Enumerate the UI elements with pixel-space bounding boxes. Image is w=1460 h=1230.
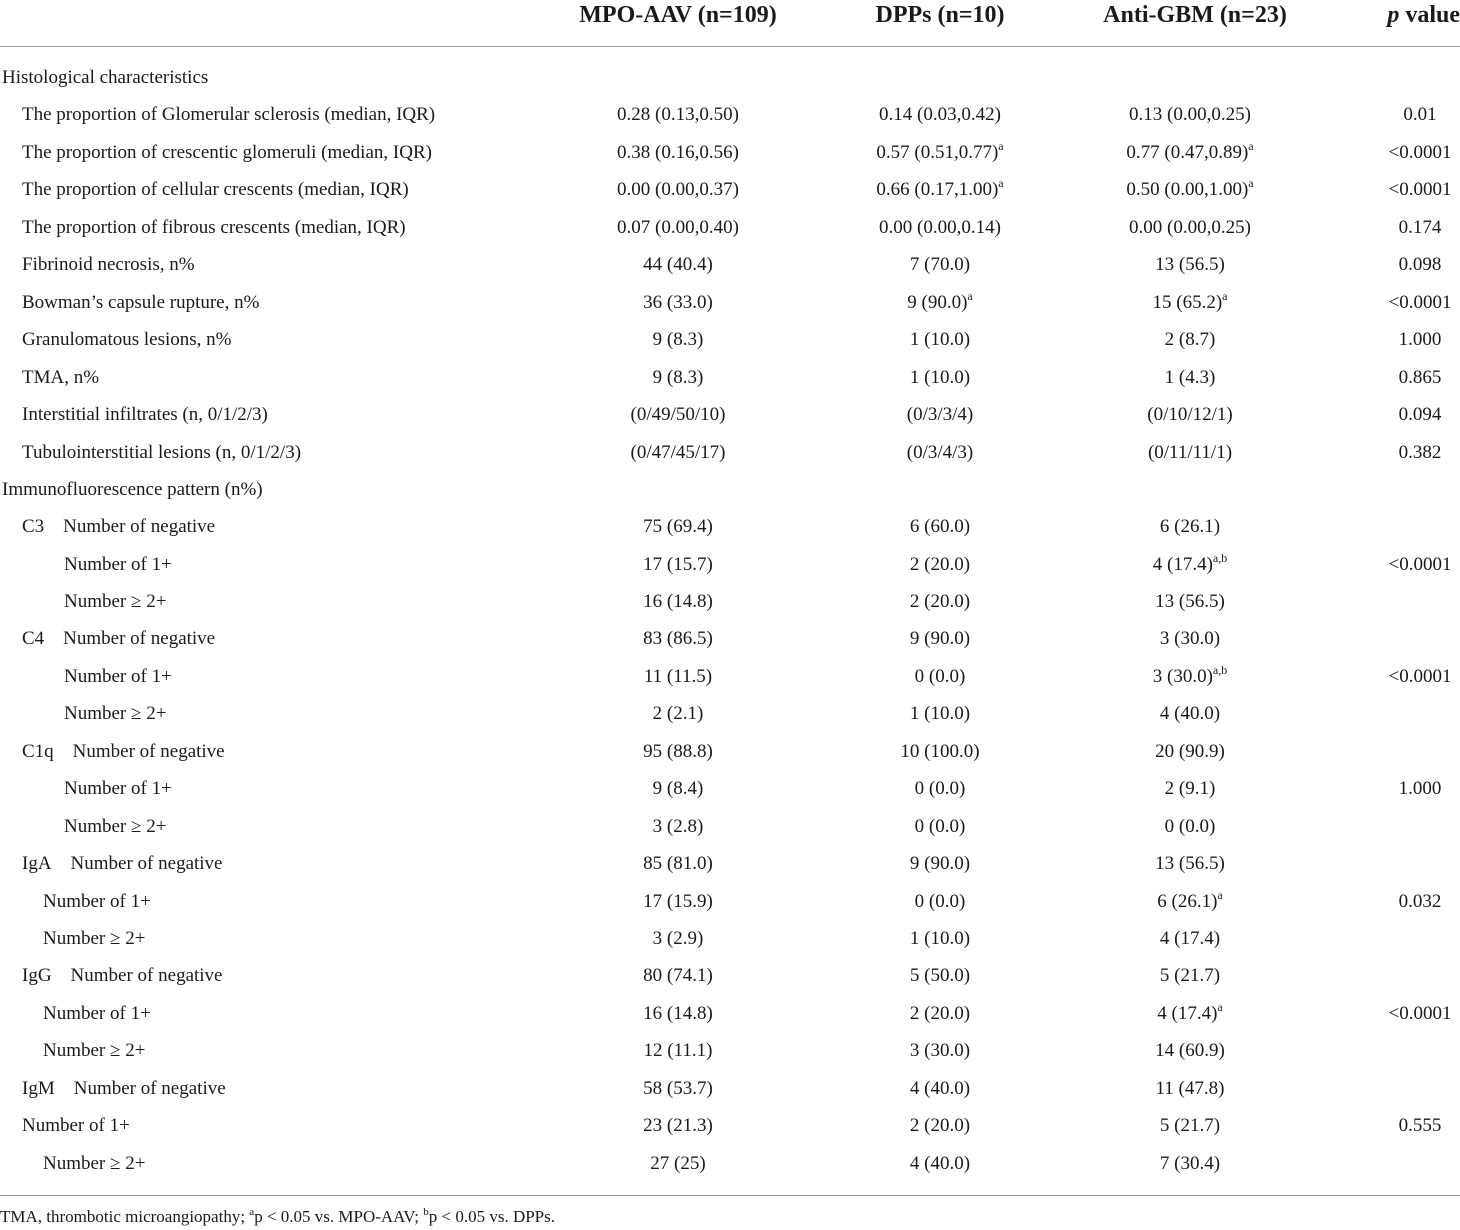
cell-dpps (840, 883, 1040, 920)
cell-anti-gbm-value: 2 (8.7) (1164, 329, 1216, 350)
cell-anti-gbm-value: 0.50 (0.00,1.00) (1126, 179, 1249, 200)
table-row (0, 134, 1460, 171)
cell-anti-gbm-value: 1 (4.3) (1164, 367, 1216, 388)
table-row (0, 209, 1460, 246)
table-row (0, 546, 1460, 583)
table-row (0, 246, 1460, 283)
bottom-rule (0, 1195, 1460, 1196)
cell-dpps-value: 10 (100.0) (900, 741, 980, 762)
cell-anti-gbm-value: 13 (56.5) (1155, 853, 1225, 874)
cell-dpps (840, 845, 1040, 882)
cell-anti-gbm (1090, 770, 1290, 807)
cell-anti-gbm (1090, 733, 1290, 770)
cell-anti-gbm-value: 7 (30.4) (1159, 1153, 1221, 1174)
cell-p-value: <0.0001 (1388, 1003, 1452, 1024)
cell-mpo-aav: 9 (8.4) (652, 778, 704, 799)
cell-anti-gbm-sup: a (1222, 289, 1228, 303)
cell-dpps (840, 1107, 1040, 1144)
cell-dpps-sup: a (998, 139, 1004, 153)
table-row (0, 957, 1460, 994)
table-row (0, 359, 1460, 396)
row-label: Bowman’s capsule rupture, n% (22, 292, 260, 313)
cell-anti-gbm-sup: a,b (1212, 663, 1228, 677)
row-label: C3 Number of negative (22, 516, 216, 537)
table-row (0, 583, 1460, 620)
table-row (0, 808, 1460, 845)
cell-dpps (840, 1070, 1040, 1107)
cell-anti-gbm-sup: a (1248, 139, 1254, 153)
cell-anti-gbm (1090, 1107, 1290, 1144)
cell-mpo-aav: 16 (14.8) (643, 1003, 713, 1024)
cell-mpo-aav: (0/47/45/17) (630, 442, 726, 463)
cell-anti-gbm (1090, 808, 1290, 845)
cell-mpo-aav: 23 (21.3) (643, 1115, 713, 1136)
cell-dpps (840, 770, 1040, 807)
cell-p-value: 0.098 (1398, 254, 1442, 275)
cell-p-value: 1.000 (1398, 778, 1442, 799)
table-row (0, 770, 1460, 807)
cell-anti-gbm-value: 0.13 (0.00,0.25) (1129, 104, 1251, 125)
row-label: Number of 1+ (64, 554, 172, 575)
cell-p-value: 0.094 (1398, 404, 1442, 425)
footnote-sup-a: a (249, 1206, 255, 1218)
cell-anti-gbm-value: 2 (9.1) (1164, 778, 1216, 799)
row-label: IgG Number of negative (22, 965, 223, 986)
cell-anti-gbm (1090, 920, 1290, 957)
cell-anti-gbm (1090, 546, 1290, 583)
cell-mpo-aav: 75 (69.4) (643, 516, 713, 537)
cell-anti-gbm (1090, 658, 1290, 695)
cell-dpps (840, 620, 1040, 657)
cell-dpps (840, 96, 1040, 133)
cell-p-value: 0.865 (1398, 367, 1442, 388)
cell-anti-gbm-value: 11 (47.8) (1155, 1078, 1225, 1099)
col-header-mpo-aav: MPO-AAV (n=109) (579, 2, 777, 28)
row-label: The proportion of cellular crescents (median, IQR) (22, 179, 409, 200)
cell-anti-gbm-value: 20 (90.9) (1155, 741, 1225, 762)
cell-dpps (840, 995, 1040, 1032)
row-label: C4 Number of negative (22, 628, 216, 649)
cell-anti-gbm (1090, 620, 1290, 657)
cell-anti-gbm-value: 0 (0.0) (1164, 816, 1216, 837)
footnote-part2: p < 0.05 vs. MPO-AAV; (254, 1207, 424, 1226)
cell-dpps-value: 1 (10.0) (909, 329, 971, 350)
cell-mpo-aav: 0.07 (0.00,0.40) (617, 217, 739, 238)
table-row (0, 434, 1460, 471)
cell-mpo-aav: 85 (81.0) (643, 853, 713, 874)
cell-anti-gbm-value: 4 (17.4) (1152, 554, 1213, 575)
cell-dpps (840, 284, 1040, 321)
cell-mpo-aav: 16 (14.8) (643, 591, 713, 612)
cell-dpps-value: 2 (20.0) (909, 554, 971, 575)
p-italic: p (1387, 2, 1400, 28)
table-row (0, 733, 1460, 770)
cell-dpps (840, 583, 1040, 620)
table-row (0, 396, 1460, 433)
section-title-histological: Histological characteristics (2, 67, 209, 88)
cell-anti-gbm (1090, 134, 1290, 171)
cell-mpo-aav: 80 (74.1) (643, 965, 713, 986)
cell-dpps-value: (0/3/4/3) (906, 442, 974, 463)
cell-dpps (840, 321, 1040, 358)
section-row-histological (0, 59, 1460, 96)
cell-p-value: <0.0001 (1388, 179, 1452, 200)
cell-dpps-value: 0 (0.0) (914, 666, 966, 687)
cell-dpps-value: 9 (90.0) (909, 853, 971, 874)
cell-anti-gbm (1090, 695, 1290, 732)
cell-dpps-value: 0.57 (0.51,0.77) (876, 142, 999, 163)
row-label: The proportion of Glomerular sclerosis (median, IQR) (22, 104, 436, 125)
cell-dpps (840, 1032, 1040, 1069)
cell-anti-gbm (1090, 246, 1290, 283)
cell-anti-gbm (1090, 209, 1290, 246)
row-label: Number ≥ 2+ (43, 1153, 146, 1174)
table-row (0, 171, 1460, 208)
row-label: Number of 1+ (43, 891, 151, 912)
table-header (0, 0, 1460, 47)
cell-dpps (840, 508, 1040, 545)
cell-mpo-aav: (0/49/50/10) (630, 404, 726, 425)
cell-dpps (840, 209, 1040, 246)
footnote (0, 1205, 555, 1229)
table-row (0, 658, 1460, 695)
row-label: C1q Number of negative (22, 741, 225, 762)
cell-p-value: <0.0001 (1388, 666, 1452, 687)
cell-anti-gbm-value: 15 (65.2) (1152, 292, 1223, 313)
row-label: Granulomatous lesions, n% (22, 329, 232, 350)
cell-anti-gbm (1090, 284, 1290, 321)
cell-dpps (840, 359, 1040, 396)
cell-dpps-value: 5 (50.0) (909, 965, 971, 986)
cell-mpo-aav: 27 (25) (650, 1153, 706, 1174)
row-label: Number ≥ 2+ (64, 703, 167, 724)
cell-dpps (840, 695, 1040, 732)
cell-p-value: <0.0001 (1388, 142, 1452, 163)
row-label: Number of 1+ (64, 778, 172, 799)
row-label: Number of 1+ (43, 1003, 151, 1024)
row-label: Fibrinoid necrosis, n% (22, 254, 195, 275)
cell-anti-gbm (1090, 96, 1290, 133)
cell-anti-gbm-value: 0.77 (0.47,0.89) (1126, 142, 1249, 163)
table-row (0, 96, 1460, 133)
table-row (0, 1032, 1460, 1069)
cell-p-value: <0.0001 (1388, 554, 1452, 575)
cell-anti-gbm (1090, 1145, 1290, 1182)
cell-p-value: 0.382 (1398, 442, 1442, 463)
cell-dpps-value: 0 (0.0) (914, 816, 966, 837)
cell-dpps-value: 0 (0.0) (914, 778, 966, 799)
cell-mpo-aav: 95 (88.8) (643, 741, 713, 762)
cell-anti-gbm-value: 0.00 (0.00,0.25) (1129, 217, 1251, 238)
cell-dpps (840, 171, 1040, 208)
cell-anti-gbm (1090, 883, 1290, 920)
cell-mpo-aav: 17 (15.7) (643, 554, 713, 575)
cell-mpo-aav: 83 (86.5) (643, 628, 713, 649)
cell-dpps-value: 2 (20.0) (909, 591, 971, 612)
cell-dpps (840, 434, 1040, 471)
cell-mpo-aav: 2 (2.1) (652, 703, 704, 724)
row-label: Tubulointerstitial lesions (n, 0/1/2/3) (22, 442, 302, 463)
cell-anti-gbm-value: 4 (17.4) (1157, 1003, 1218, 1024)
cell-anti-gbm-sup: a (1217, 1000, 1223, 1014)
cell-mpo-aav: 0.38 (0.16,0.56) (617, 142, 739, 163)
cell-dpps-value: 0.66 (0.17,1.00) (876, 179, 999, 200)
cell-anti-gbm-value: 5 (21.7) (1159, 1115, 1221, 1136)
cell-anti-gbm-value: (0/10/12/1) (1147, 404, 1233, 425)
row-label: TMA, n% (22, 367, 100, 388)
row-label: Number ≥ 2+ (64, 591, 167, 612)
cell-dpps-value: 0.00 (0.00,0.14) (879, 217, 1001, 238)
cell-anti-gbm-value: 3 (30.0) (1152, 666, 1213, 687)
cell-anti-gbm-value: 13 (56.5) (1155, 591, 1225, 612)
footnote-part1: TMA, thrombotic microangiopathy; (0, 1207, 250, 1226)
cell-dpps (840, 546, 1040, 583)
cell-anti-gbm (1090, 171, 1290, 208)
table-row (0, 995, 1460, 1032)
cell-anti-gbm (1090, 845, 1290, 882)
cell-mpo-aav: 17 (15.9) (643, 891, 713, 912)
row-label: Number of 1+ (64, 666, 172, 687)
cell-anti-gbm-sup: a,b (1212, 551, 1228, 565)
cell-anti-gbm (1090, 1070, 1290, 1107)
col-header-dpps: DPPs (n=10) (875, 2, 1005, 28)
footnote-part3: p < 0.05 vs. DPPs. (428, 1207, 556, 1226)
cell-p-value: 0.032 (1398, 891, 1442, 912)
table-row (0, 920, 1460, 957)
cell-dpps-value: 4 (40.0) (909, 1153, 971, 1174)
table-row (0, 883, 1460, 920)
cell-dpps-sup: a (967, 289, 973, 303)
cell-mpo-aav: 58 (53.7) (643, 1078, 713, 1099)
cell-dpps-value: 9 (90.0) (907, 292, 968, 313)
cell-anti-gbm-sup: a (1248, 176, 1254, 190)
cell-anti-gbm (1090, 396, 1290, 433)
row-label: Number ≥ 2+ (43, 1040, 146, 1061)
cell-dpps-value: 9 (90.0) (909, 628, 971, 649)
cell-mpo-aav: 0.00 (0.00,0.37) (617, 179, 739, 200)
cell-dpps-value: 4 (40.0) (909, 1078, 971, 1099)
cell-dpps (840, 920, 1040, 957)
cell-dpps-value: 1 (10.0) (909, 703, 971, 724)
cell-anti-gbm-value: 6 (26.1) (1159, 516, 1221, 537)
cell-dpps (840, 808, 1040, 845)
cell-dpps (840, 1145, 1040, 1182)
cell-anti-gbm-value: (0/11/11/1) (1147, 442, 1233, 463)
cell-p-value: 0.01 (1403, 104, 1437, 125)
cell-dpps-value: 2 (20.0) (909, 1115, 971, 1136)
cell-anti-gbm (1090, 359, 1290, 396)
row-label: IgM Number of negative (22, 1078, 226, 1099)
p-value-suffix: value (1399, 2, 1460, 28)
section-row-immunofluorescence (0, 471, 1460, 508)
row-label: Interstitial infiltrates (n, 0/1/2/3) (22, 404, 268, 425)
cell-anti-gbm-sup: a (1217, 888, 1223, 902)
cell-dpps (840, 658, 1040, 695)
cell-mpo-aav: 36 (33.0) (643, 292, 713, 313)
cell-anti-gbm (1090, 995, 1290, 1032)
row-label: The proportion of crescentic glomeruli (median, IQR) (22, 142, 432, 163)
col-header-anti-gbm: Anti-GBM (n=23) (1103, 2, 1287, 28)
row-label: IgA Number of negative (22, 853, 223, 874)
cell-dpps-value: (0/3/3/4) (906, 404, 974, 425)
cell-mpo-aav: 3 (2.9) (652, 928, 704, 949)
cell-anti-gbm-value: 5 (21.7) (1159, 965, 1221, 986)
row-label: The proportion of fibrous crescents (median, IQR) (22, 217, 406, 238)
cell-mpo-aav: 3 (2.8) (652, 816, 704, 837)
cell-dpps-value: 2 (20.0) (909, 1003, 971, 1024)
cell-anti-gbm (1090, 434, 1290, 471)
table-row (0, 845, 1460, 882)
cell-anti-gbm-value: 14 (60.9) (1155, 1040, 1225, 1061)
cell-dpps-value: 3 (30.0) (909, 1040, 971, 1061)
cell-p-value: <0.0001 (1388, 292, 1452, 313)
cell-anti-gbm-value: 13 (56.5) (1155, 254, 1225, 275)
table-row (0, 321, 1460, 358)
cell-dpps (840, 733, 1040, 770)
col-header-p-value (1370, 0, 1460, 30)
section-title-immunofluorescence: Immunofluorescence pattern (n%) (2, 479, 263, 500)
cell-anti-gbm (1090, 321, 1290, 358)
cell-anti-gbm (1090, 583, 1290, 620)
table-row (0, 284, 1460, 321)
cell-p-value: 0.555 (1398, 1115, 1442, 1136)
cell-mpo-aav: 12 (11.1) (643, 1040, 713, 1061)
table-row (0, 1145, 1460, 1182)
row-label: Number of 1+ (22, 1115, 130, 1136)
cell-dpps-value: 6 (60.0) (909, 516, 971, 537)
table-row (0, 1070, 1460, 1107)
cell-dpps-value: 1 (10.0) (909, 928, 971, 949)
cell-p-value: 1.000 (1398, 329, 1442, 350)
cell-dpps (840, 134, 1040, 171)
cell-mpo-aav: 0.28 (0.13,0.50) (617, 104, 739, 125)
cell-anti-gbm (1090, 1032, 1290, 1069)
row-label: Number ≥ 2+ (64, 816, 167, 837)
footnote-sup-b: b (423, 1206, 429, 1218)
cell-mpo-aav: 44 (40.4) (643, 254, 713, 275)
cell-anti-gbm-value: 4 (17.4) (1159, 928, 1221, 949)
cell-mpo-aav: 9 (8.3) (652, 329, 704, 350)
cell-dpps-value: 1 (10.0) (909, 367, 971, 388)
cell-dpps-value: 7 (70.0) (909, 254, 971, 275)
table-row (0, 1107, 1460, 1144)
table-row (0, 620, 1460, 657)
cell-mpo-aav: 11 (11.5) (643, 666, 713, 687)
cell-dpps-value: 0.14 (0.03,0.42) (879, 104, 1001, 125)
cell-anti-gbm-value: 3 (30.0) (1159, 628, 1221, 649)
cell-dpps (840, 246, 1040, 283)
cell-anti-gbm (1090, 957, 1290, 994)
cell-dpps (840, 396, 1040, 433)
cell-anti-gbm-value: 4 (40.0) (1159, 703, 1221, 724)
cell-dpps (840, 957, 1040, 994)
cell-anti-gbm-value: 6 (26.1) (1157, 891, 1218, 912)
cell-dpps-sup: a (998, 176, 1004, 190)
table-row (0, 695, 1460, 732)
cell-p-value: 0.174 (1398, 217, 1442, 238)
table-row (0, 508, 1460, 545)
cell-anti-gbm (1090, 508, 1290, 545)
cell-dpps-value: 0 (0.0) (914, 891, 966, 912)
row-label: Number ≥ 2+ (43, 928, 146, 949)
cell-mpo-aav: 9 (8.3) (652, 367, 704, 388)
